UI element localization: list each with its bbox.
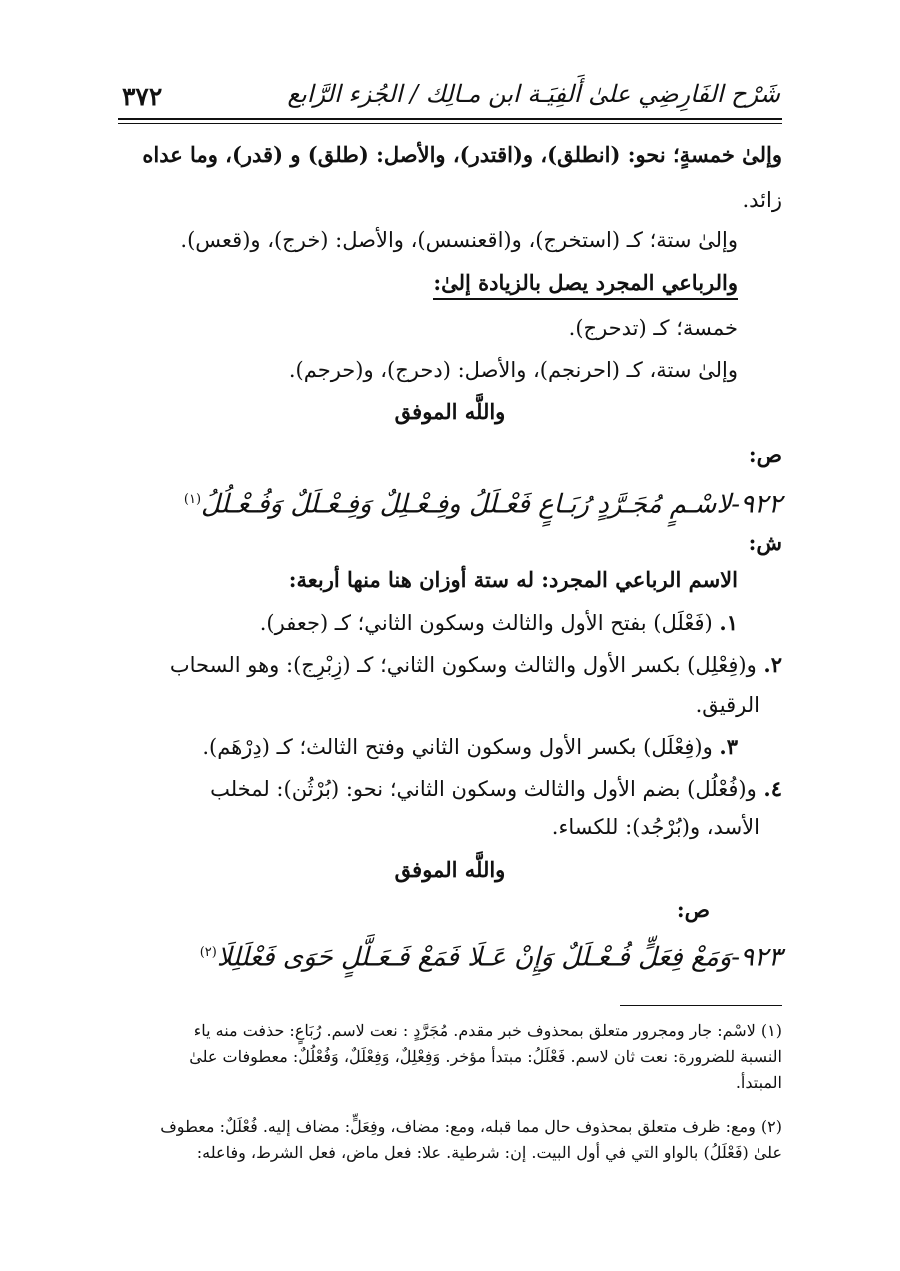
sad-label-1: ص: [748,442,782,467]
list-item [118,608,738,638]
verse-922-text: ٩٢٢-لاسْـمٍ مُجَـرَّدٍ رُبَـاعٍ فَعْـلَلُ وفِـعْـلِلٌ وَفِـعْـلَلٌ وَفُـعْـلُلُ [201,489,782,520]
list-item-continuation: الأسد، و(بُرْجُد): للكساء. [551,815,760,839]
list-item-text: (فَعْلَل) بفتح الأول والثالث وسكون الثاني؛ كـ (جعفر). [259,611,713,635]
shin-label: ش: [748,530,782,555]
verse-923-text: ٩٢٣-وَمَعْ فِعَلٍّ فُـعْـلَلٌ وَإِنْ عَـلَا فَمَعْ فَـعَـلَّلٍ حَوَى فَعْلَلِلَا [216,942,782,973]
list-item-number: ٤. [763,776,782,801]
header-rule-thin [118,123,782,124]
list-item-text: و(فِعْلَل) بكسر الأول وسكون الثاني وفتح الثالث؛ كـ (دِرْهَم). [202,735,713,759]
body-line-6: وإلىٰ ستة، كـ (احرنجم)، والأصل: (دحرج)، و(حرجم). [288,358,738,382]
body-line-1: وإلىٰ خمسةٍ؛ نحو: (انطلق)، و(اقتدر)، والأصل: (طلق) و (قدر)، وما عداه [142,142,782,167]
body-line-5: خمسة؛ كـ (تدحرج). [568,316,738,340]
page-number: ٣٧٢ [122,82,163,111]
running-title: شَرْح الفَارِضِي علىٰ أَلفِيَـة ابن مـالِك / الجُزء الرَّابع [287,80,780,108]
footnote-2-line-1: (٢) ومع: ظرف متعلق بمحذوف حال مما قبله، ومع: مضاف، وفِعَلٍّ: مضاف إليه. فُعْلَلٌ: معطوف [160,1117,782,1136]
closing-phrase-2: واللَّه الموفق [394,857,506,882]
list-item [118,732,738,762]
page-header [118,70,782,120]
body-line-2: زائد. [742,188,782,212]
list-item [118,650,782,680]
list-item-number: ٣. [719,734,738,759]
section-heading [118,268,738,298]
header-rule [118,118,782,120]
list-item-continuation: الرقيق. [695,693,760,717]
footnote-2-line-2: علىٰ (فَعْلَلُ) بالواو التي في أول البيت. إن: شرطية. علا: فعل ماض، فعل الشرط، وفاعله: [196,1143,782,1162]
body-line-3: وإلىٰ ستة؛ كـ (استخرج)، و(اقعنسس)، والأصل: (خرج)، و(قعس). [180,228,738,252]
section-heading-text: والرباعي المجرد يصل بالزيادة إلىٰ: [433,270,738,300]
intro-line: الاسم الرباعي المجرد: له ستة أوزان هنا منها أربعة: [288,567,738,592]
closing-phrase-1: واللَّه الموفق [394,399,506,424]
footnote-1-line-3: المبتدأ. [735,1073,782,1092]
list-item-text: و(فُعْلُل) بضم الأول والثالث وسكون الثاني؛ نحو: (بُرْثُن): لمخلب [210,777,757,801]
list-item [118,774,782,804]
list-item-number: ١. [719,610,738,635]
footnote-ref-2: (٢) [199,945,217,960]
sad-label-2: ص: [676,897,710,922]
footnote-rule [620,1005,782,1006]
footnote-1-line-2: النسبة للضرورة: نعت ثان لاسم. فَعْلَلُ: مبتدأ مؤخر. وَفِعْلِلٌ، وَفِعْلَلٌ، وَفُعْلُلٌ: معطوفات علىٰ [189,1047,782,1066]
footnote-ref-1: (١) [183,492,202,507]
verse-922 [118,482,782,523]
verse-923 [118,935,782,976]
list-item-text: و(فِعْلِل) بكسر الأول والثالث وسكون الثاني؛ كـ (زِبْرِج): وهو السحاب [169,653,757,677]
footnote-1-line-1: (١) لاسْم: جار ومجرور متعلق بمحذوف خبر مقدم. مُجَرَّدٍ : نعت لاسم. رُبَاعٍ: حذفت منه ياء [193,1021,782,1040]
list-item-number: ٢. [763,652,782,677]
